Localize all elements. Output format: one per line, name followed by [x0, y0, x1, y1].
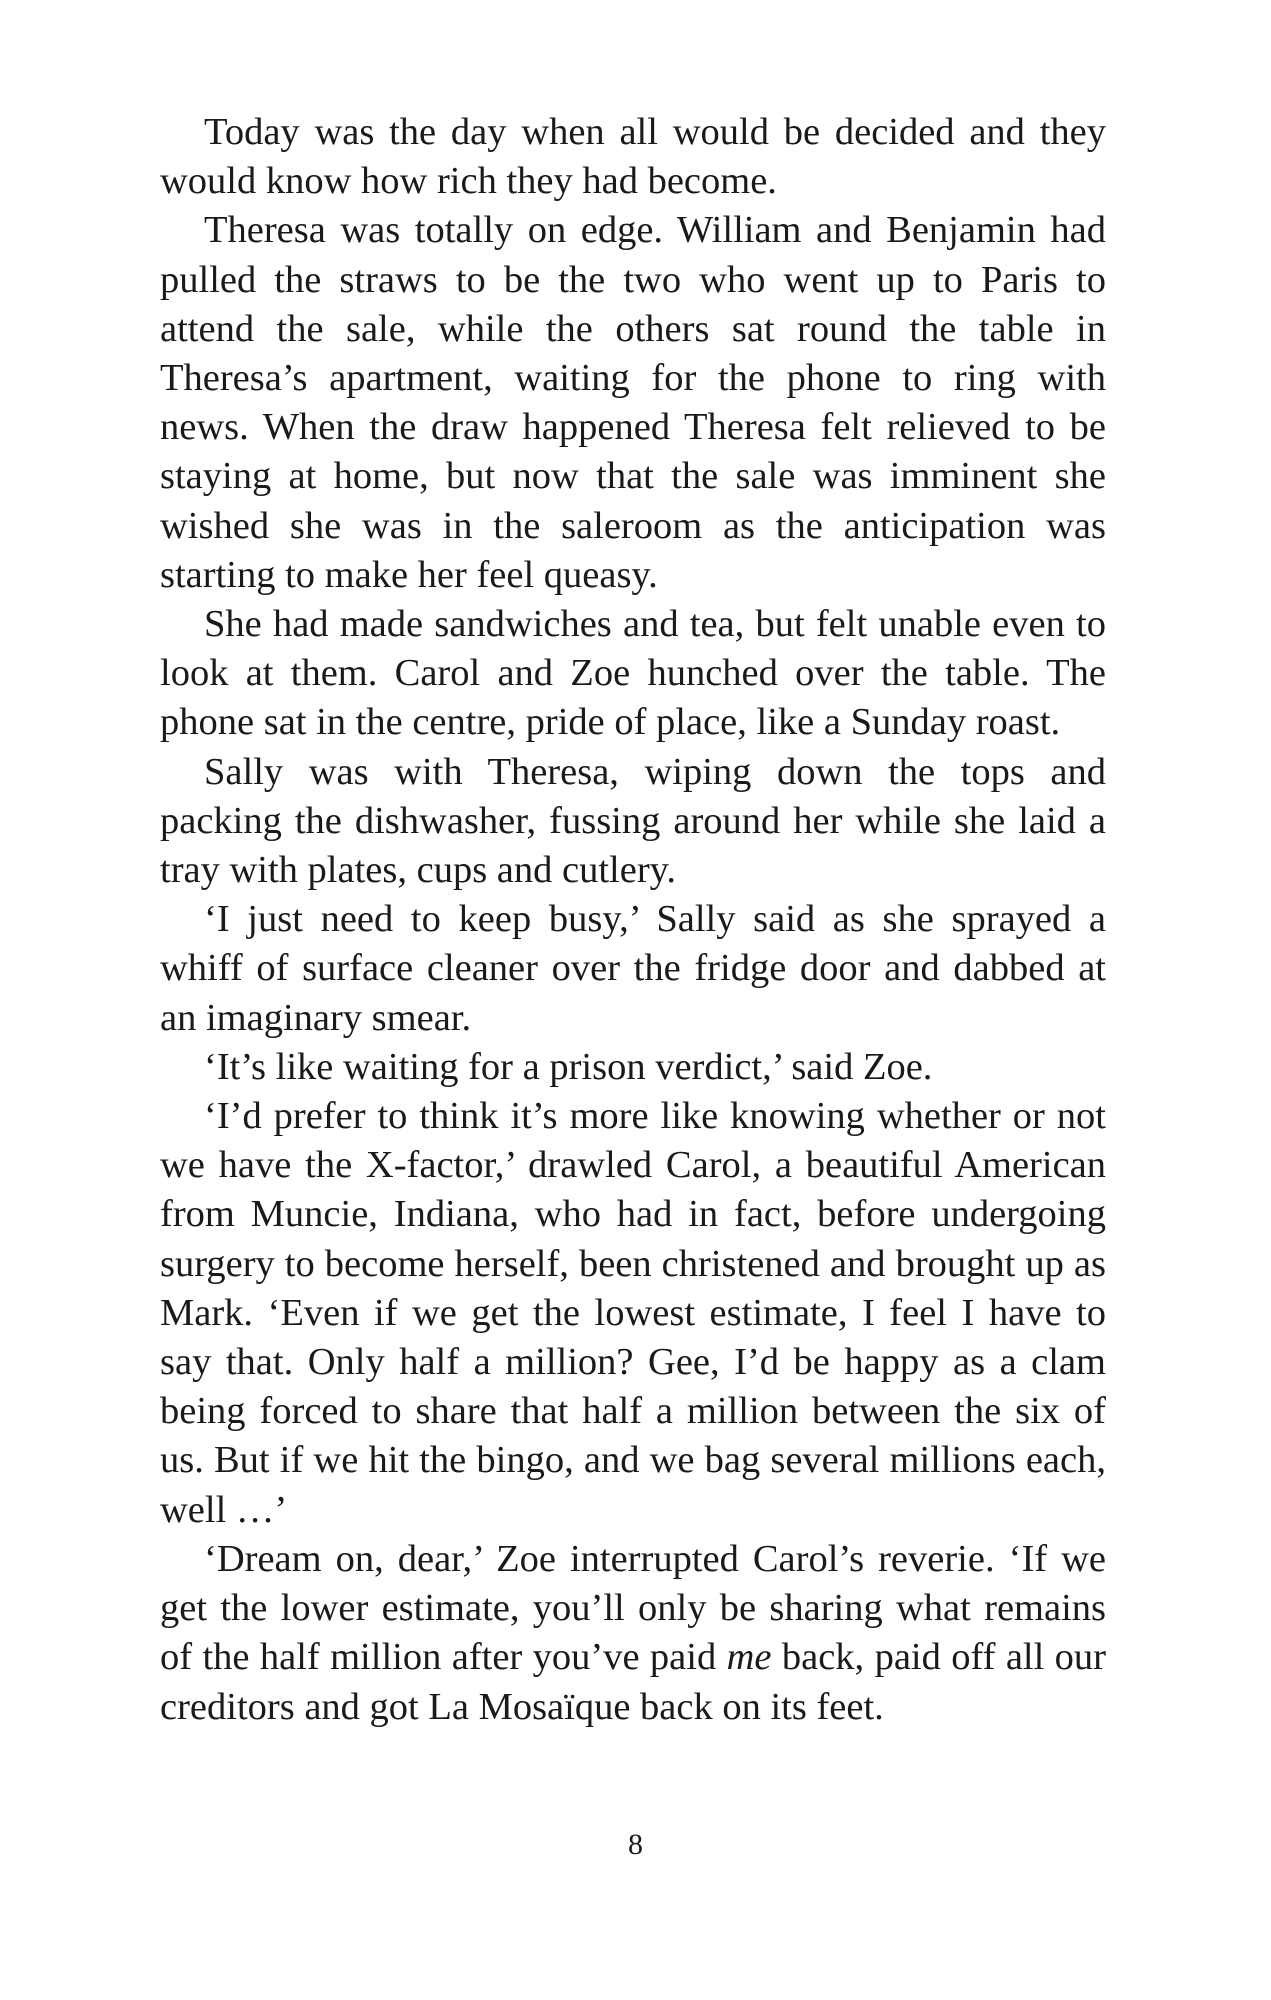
paragraph-8: [160, 1535, 1106, 1732]
page-number: 8: [628, 1828, 643, 1861]
paragraph-2: Theresa was totally on edge. William and Benjamin had pulled the straws to be the two who went up to Paris to attend the sale, while the others sat round the table in Theresa’s apartment, waiting for the phone to ring with news. When the draw happened Theresa felt relieved to be staying at home, but now that the sale was imminent she wished she was in the saleroom as the anticipation was starting to make her feel queasy.: [160, 209, 1106, 596]
paragraph-8-part-2: back, paid off all our creditors and got La Mosaïque back on its feet.: [160, 1636, 1106, 1728]
paragraph-8-part-1: ‘Dream on, dear,’ Zoe interrupted Carol’s reverie. ‘If we get the lower estimate, you’ll only be sharing what remains of the half million after you’ve paid: [160, 1537, 1106, 1679]
paragraph-3: She had made sandwiches and tea, but felt unable even to look at them. Carol and Zoe hunched over the table. The phone sat in the centre, pride of place, like a Sunday roast.: [160, 603, 1106, 744]
paragraph-1: Today was the day when all would be decided and they would know how rich they had become.: [160, 111, 1106, 203]
paragraph-8-emphasis: me: [726, 1636, 772, 1679]
paragraph-5: ‘I just need to keep busy,’ Sally said as she sprayed a whiff of surface cleaner over the fridge door and dabbed at an imaginary smear.: [160, 898, 1106, 1039]
paragraph-6: ‘It’s like waiting for a prison verdict,’ said Zoe.: [204, 1045, 933, 1088]
body-text: [160, 108, 1106, 1732]
paragraph-7: ‘I’d prefer to think it’s more like knowing whether or not we have the X-factor,’ drawled Carol, a beautiful American from Muncie, Indiana, who had in fact, before undergoing surgery to become herself, been christened and brought up as Mark. ‘Even if we get the lowest estimate, I feel I have to say that. Only half a million? Gee, I’d be happy as a clam being forced to share that half a million between the six of us. But if we hit the bingo, and we bag several millions each, well …’: [160, 1095, 1106, 1531]
paragraph-4: Sally was with Theresa, wiping down the tops and packing the dishwasher, fussing around her while she laid a tray with plates, cups and cutlery.: [160, 750, 1106, 892]
